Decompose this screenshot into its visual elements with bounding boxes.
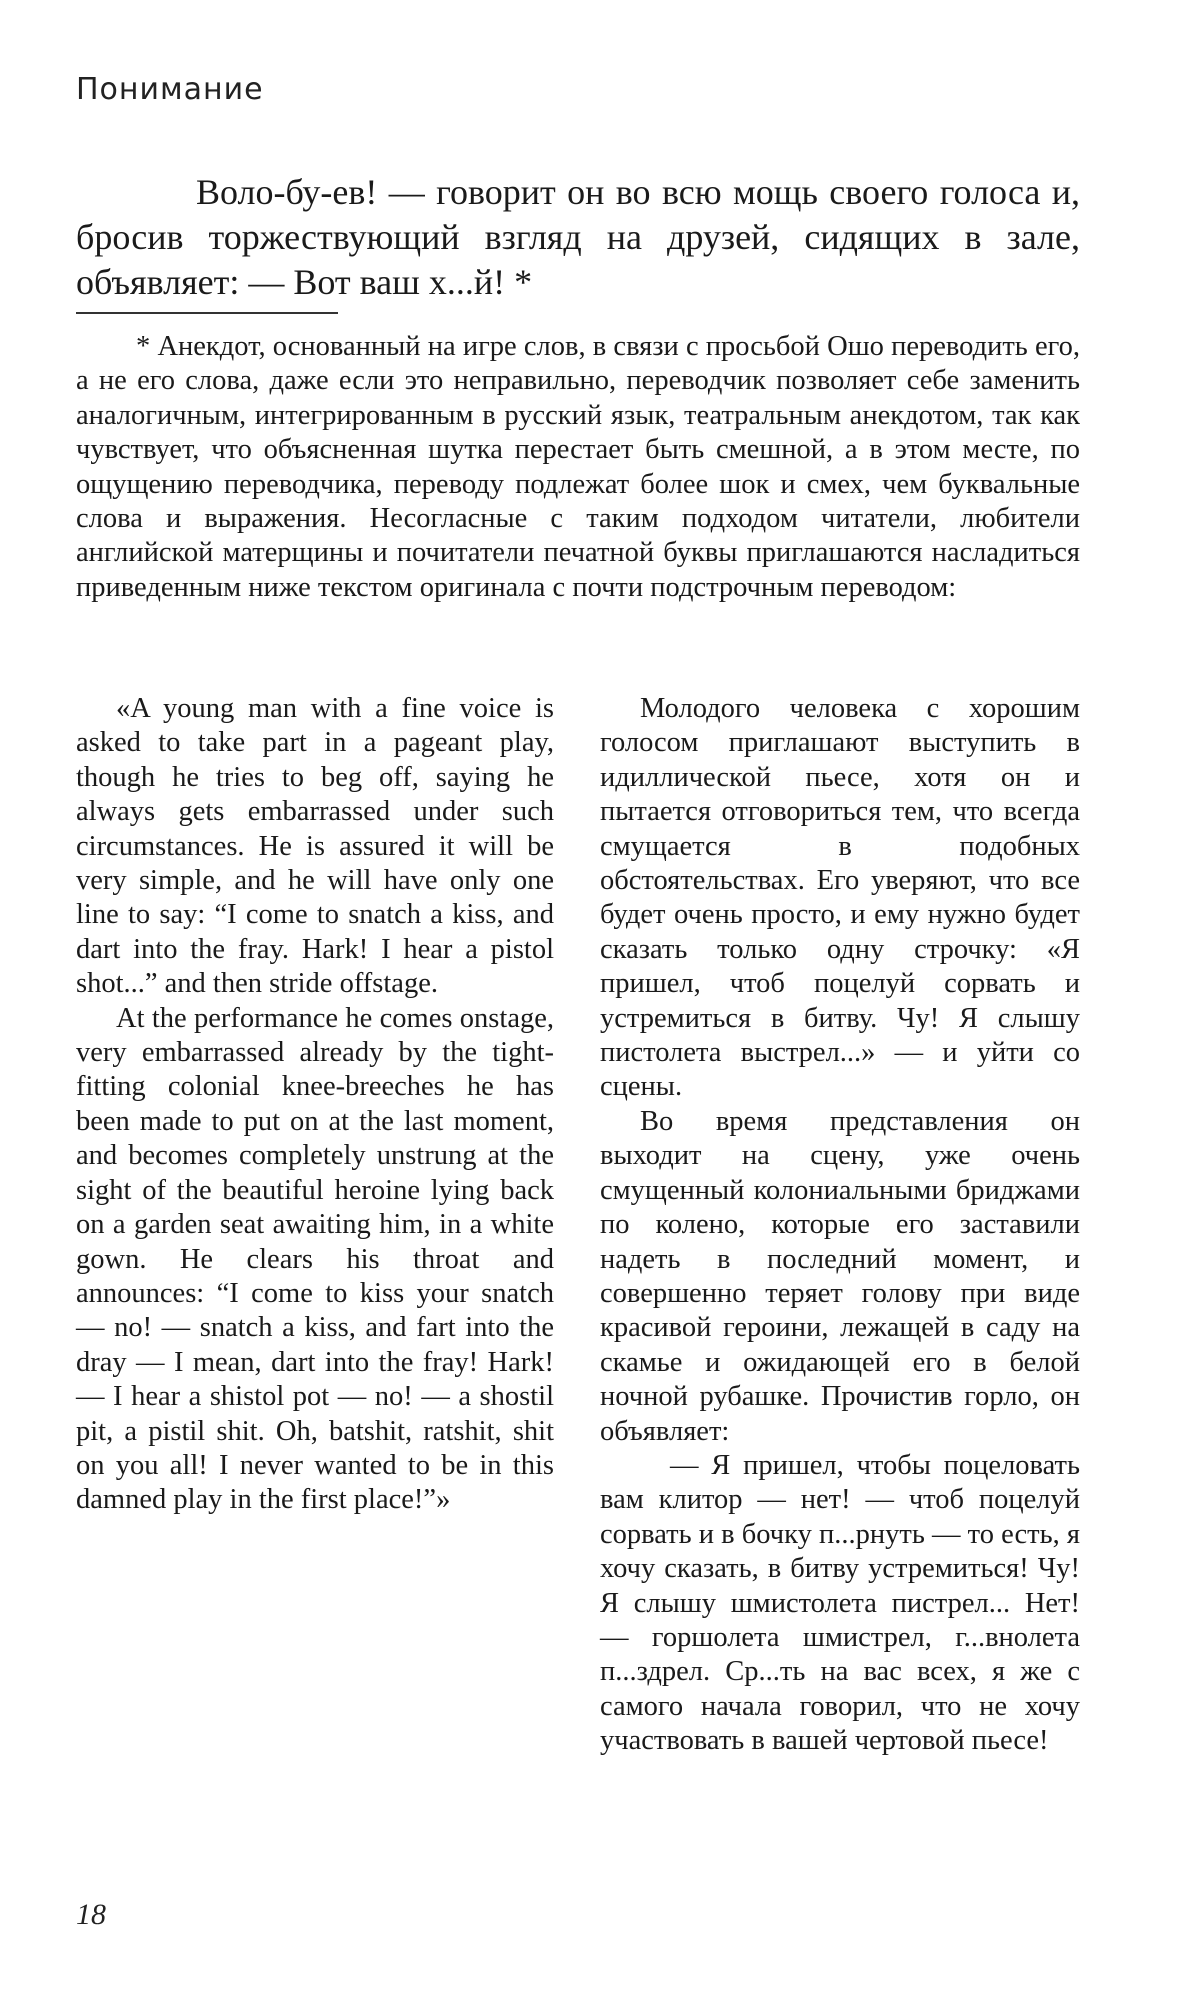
russian-paragraph: Молодого человека с хорошим голосом приглашают выступить в идиллической пьесе, хотя он и пытается отговориться тем, что всегда смущается в подобных обстоятельствах. Его уверяют, что все будет очень просто, и ему нужно будет сказать только одну строчку: «Я пришел, чтоб поцелуй сорвать и устремиться в битву. Чу! Я слышу пистолета выстрел...» — и уйти со сцены.: [600, 693, 1080, 1103]
running-head: Понимание: [76, 72, 264, 107]
footnote-divider: [76, 312, 338, 314]
russian-column: [600, 692, 1080, 1759]
russian-paragraph: — Я пришел, чтобы поцеловать вам клитор — нет! — чтоб поцелуй сорвать и в бочку п...рнуть — то есть, я хочу сказать, в битву устремиться! Чу! Я слышу шмистолета пистрел... Нет! — горшолета шмистрел, г...внолета п...здрел. Ср...ть на вас всех, я же с самого начала говорил, что не хочу участвовать в вашей чертовой пьесе!: [600, 1449, 1080, 1757]
footnote: * Анекдот, основанный на игре слов, в связи с просьбой Ошо переводить его, а не его слова, даже если это неправильно, переводчик позволяет себе заменить аналогичным, интегрированным в русский язык, театральным анекдотом, так как чувствует, что объясненная шутка перестает быть смешной, а в этом месте, по ощущению переводчика, переводу подлежат более шок и смех, чем буквальные слова и выражения. Несогласные с таким подходом читатели, любители английской матерщины и почитатели печатной буквы приглашаются насладиться приведенным ниже текстом оригинала с почти подстрочным переводом:: [76, 331, 1080, 603]
english-column: [76, 692, 554, 1518]
english-paragraph: «A young man with a fine voice is asked to take part in a pageant play, though he tries to beg off, saying he always gets embarrassed under such circumstances. He is assured it will be very simple, and he will have only one line to say: “I come to snatch a kiss, and dart into the fray. Hark! I hear a pistol shot...” and then stride offstage.: [76, 693, 554, 1000]
page-number: 18: [76, 1898, 106, 1931]
english-paragraph: At the performance he comes onstage, very embarrassed already by the tight-fitting colonial knee-breeches he has been made to put on at the last moment, and becomes completely unstrung at the sight of the beautiful heroine lying back on a garden seat awaiting him, in a white gown. He clears his throat and announces: “I come to kiss your snatch — no! — snatch a kiss, and fart into the dray — I mean, dart into the fray! Hark! — I hear a shistol pot — no! — a shostil pit, a pistil shit. Oh, batshit, ratshit, shit on you all! I never wanted to be in this damned play in the first place!”»: [76, 1002, 554, 1516]
main-paragraph: Воло-бу-ев! — говорит он во всю мощь своего голоса и, бросив торжествующий взгляд на друзей, сидящих в зале, объявляет: — Вот ваш х...й! *: [76, 172, 1080, 302]
russian-paragraph: Во время представления он выходит на сцену, уже очень смущенный колониальными бриджами по колено, которые его заставили надеть в последний момент, и совершенно теряет голову при виде красивой героини, лежащей в саду на скамье и ожидающей его в белой ночной рубашке. Прочистив горло, он объявляет:: [600, 1105, 1080, 1447]
